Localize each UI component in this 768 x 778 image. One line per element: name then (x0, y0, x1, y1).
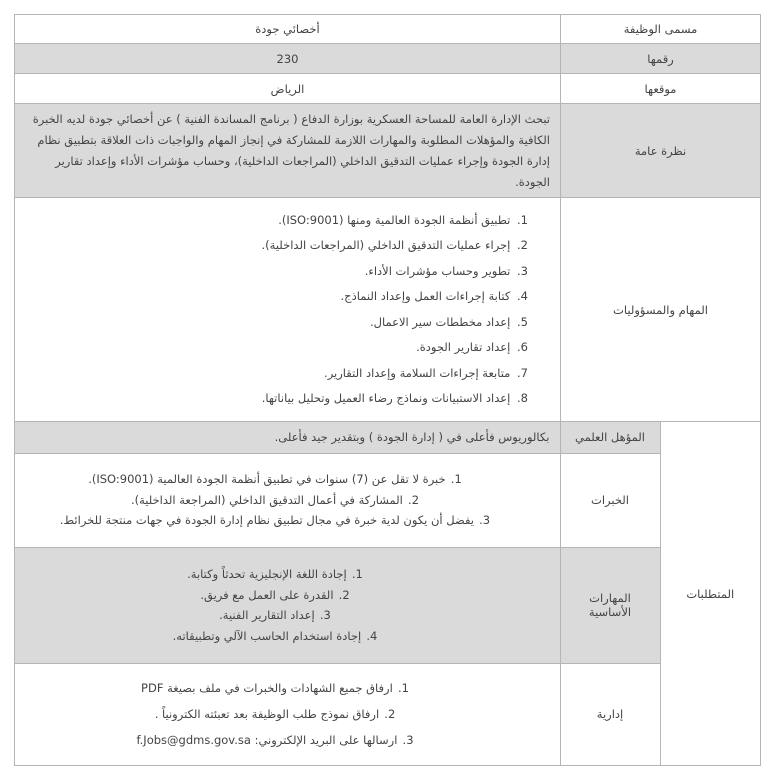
row-job-number (15, 44, 761, 74)
list-item: 1. تطبيق أنظمة الجودة العالمية ومنها (ISO:9001). (278, 212, 528, 227)
job-details-table (14, 14, 761, 766)
row-requirements (15, 422, 761, 766)
row-duties (15, 198, 761, 422)
list-item: 3. إعداد التقارير الفنية. (219, 608, 331, 622)
list-item: 1. ارفاق جميع الشهادات والخبرات في ملف بصيغة PDF (141, 681, 409, 696)
requirements-table (14, 422, 760, 765)
duties-list (25, 208, 550, 412)
admin-label: إدارية (560, 663, 660, 765)
list-item: 4. إجادة استخدام الحاسب الآلي وتطبيقاته. (172, 628, 378, 643)
row-job-location (15, 74, 761, 104)
list-item: 3. يفضل أن يكون لدية خبرة في مجال تطبيق نظام إدارة الجودة في جهات منتجة للخرائط. (59, 513, 491, 528)
row-admin (14, 663, 760, 765)
overview-label: نظرة عامة (561, 104, 761, 198)
job-number-label: رقمها (561, 44, 761, 74)
list-item: 1. إجادة اللغة الإنجليزية تحدثاً وكتابة. (187, 567, 363, 581)
experience-cell (14, 453, 560, 547)
skills-label: المهارات الأساسية (560, 547, 660, 663)
list-item: 6. إعداد تقارير الجودة. (416, 340, 528, 354)
list-item: 8. إعداد الاستبيانات ونماذج رضاء العميل وتحليل بياناتها. (261, 391, 528, 405)
admin-cell (14, 663, 560, 765)
list-item: 4. كتابة إجراءات العمل وإعداد النماذج. (340, 289, 528, 303)
qualification-label: المؤهل العلمي (560, 422, 660, 453)
list-item: 5. إعداد مخططات سير الاعمال. (369, 314, 528, 329)
row-overview (15, 104, 761, 198)
job-title-label: مسمى الوظيفة (561, 15, 761, 44)
experience-list (24, 469, 550, 531)
requirements-label: المتطلبات (660, 422, 760, 765)
experience-label: الخبرات (560, 453, 660, 547)
list-item: 3. تطوير وحساب مؤشرات الأداء. (364, 263, 528, 278)
list-item: 1. خبرة لا تقل عن (7) سنوات في تطبيق أنظمة الجودة العالمية (ISO:9001). (88, 472, 462, 487)
list-item: 2. إجراء عمليات التدقيق الداخلي (المراجعات الداخلية). (261, 238, 528, 252)
row-skills (14, 547, 760, 663)
job-title-value: أخصائي جودة (15, 15, 561, 44)
job-location-label: موقعها (561, 74, 761, 104)
skills-cell (14, 547, 560, 663)
skills-list (24, 564, 550, 646)
job-number-value: 230 (15, 44, 561, 74)
duties-cell (15, 198, 561, 422)
list-item: 2. المشاركة في أعمال التدقيق الداخلي (المراجعة الداخلية). (130, 492, 420, 507)
qualification-value: بكالوريوس فأعلى في ( إدارة الجودة ) وبتقدير جيد فأعلى. (14, 422, 560, 453)
admin-list (24, 675, 550, 753)
overview-value: تبحث الإدارة العامة للمساحة العسكرية بوزارة الدفاع ( برنامج المساندة الفنية ) عن أخصائي جودة لديه الخبرة الكافية والمؤهلات المطلوبة والمهارات اللازمة للمشاركة في إنجاز المهام والواجبات ذات العلاقة بتطبيق نظام إدارة الجودة وإجراء عمليات التدقيق الداخلي (المراجعات الداخلية)، وحساب مؤشرات الأداء وإعداد تقارير الجودة. (15, 104, 561, 198)
row-job-title (15, 15, 761, 44)
list-item: 2. القدرة على العمل مع فريق. (200, 587, 350, 602)
job-location-value: الرياض (15, 74, 561, 104)
list-item: 2. ارفاق نموذج طلب الوظيفة بعد تعبئته الكترونياً . (154, 707, 396, 722)
row-experience (14, 453, 760, 547)
list-item: 7. متابعة إجراءات السلامة وإعداد التقارير. (324, 365, 528, 380)
duties-label: المهام والمسؤوليات (561, 198, 761, 422)
list-item: 3. ارسالها على البريد الإلكتروني: f.Jobs@gdms.gov.sa (136, 733, 414, 748)
